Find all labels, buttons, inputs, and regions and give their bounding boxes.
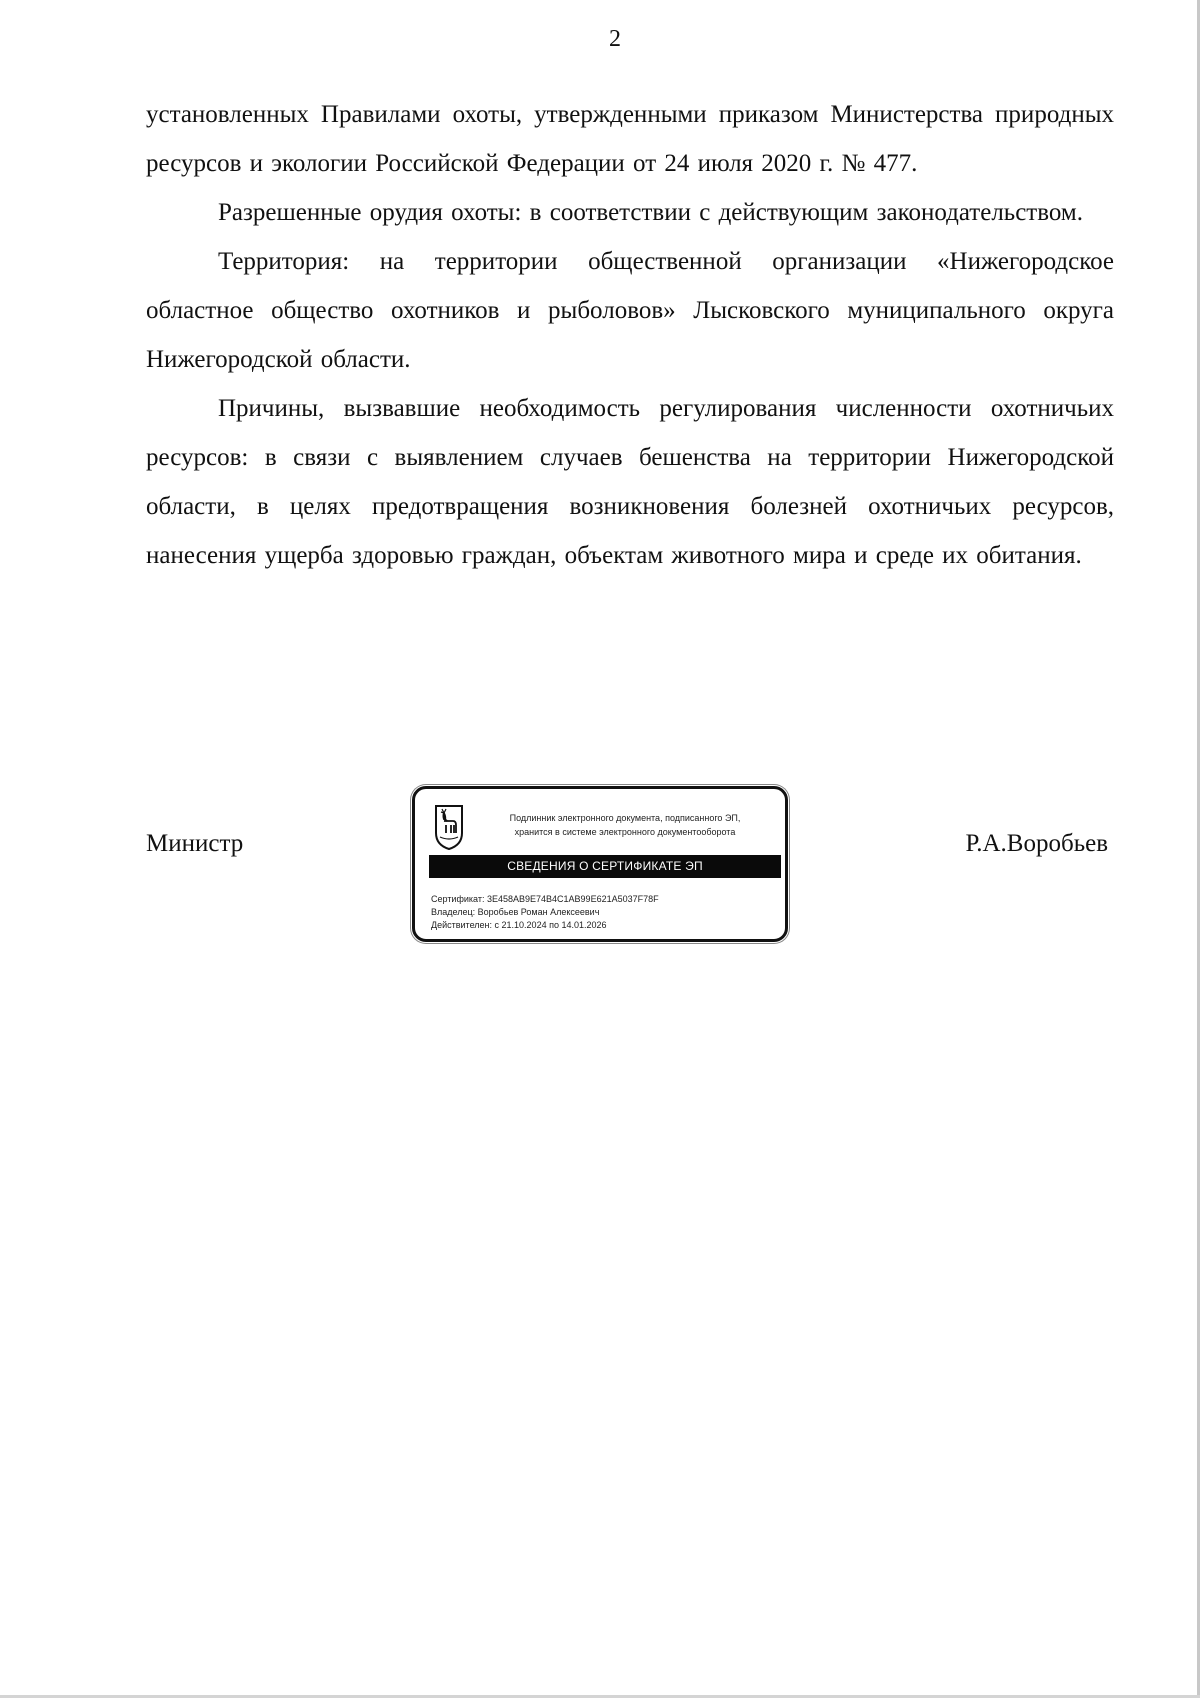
validity-label: Действителен: [431,920,493,930]
signatory-name: Р.А.Воробьев [965,830,1108,857]
certificate-number: 3E458AB9E74B4C1AB99E621A5037F78F [486,894,659,904]
page-number: 2 [609,26,621,52]
stamp-header-line: Подлинник электронного документа, подписанного ЭП, [509,813,741,823]
paragraph-territory: Территория: на территории общественной организации «Нижегородское областное общество охотников и рыболовов» Лысковского муниципального округа Нижегородской области. [146,248,1114,373]
document-body [146,90,1114,580]
paragraph-hunting-rules: установленных Правилами охоты, утвержденными приказом Министерства природных ресурсов и экологии Российской Федерации от 24 июля 2020 г. № 477. [146,101,1114,177]
owner-label: Владелец: [431,907,476,917]
certificate-info-title: СВЕДЕНИЯ О СЕРТИФИКАТЕ ЭП [429,855,781,878]
owner-line [431,906,659,919]
electronic-signature-stamp [412,786,788,942]
stamp-header-line: хранится в системе электронного документооборота [514,827,736,837]
owner-name: Воробьев Роман Алексеевич [477,907,600,917]
validity-period: с 21.10.2024 по 14.01.2026 [494,920,607,930]
validity-line [431,919,659,932]
paragraph-hunting-tools: Разрешенные орудия охоты: в соответствии с действующим законодательством. [218,199,1083,226]
signatory-position: Министр [146,830,244,857]
certificate-label: Сертификат: [431,894,485,904]
certificate-line [431,893,659,906]
paragraph-reasons: Причины, вызвавшие необходимость регулирования численности охотничьих ресурсов: в связи с выявлением случаев бешенства на территории Нижегородской области, в целях предотвращения возникновения болезней охотничьих ресурсов, нанесения ущерба здоровью граждан, объектам животного мира и среде их обитания. [146,395,1114,569]
stamp-header [475,811,775,839]
certificate-details [431,893,659,932]
coat-of-arms-deer-icon [433,803,465,851]
